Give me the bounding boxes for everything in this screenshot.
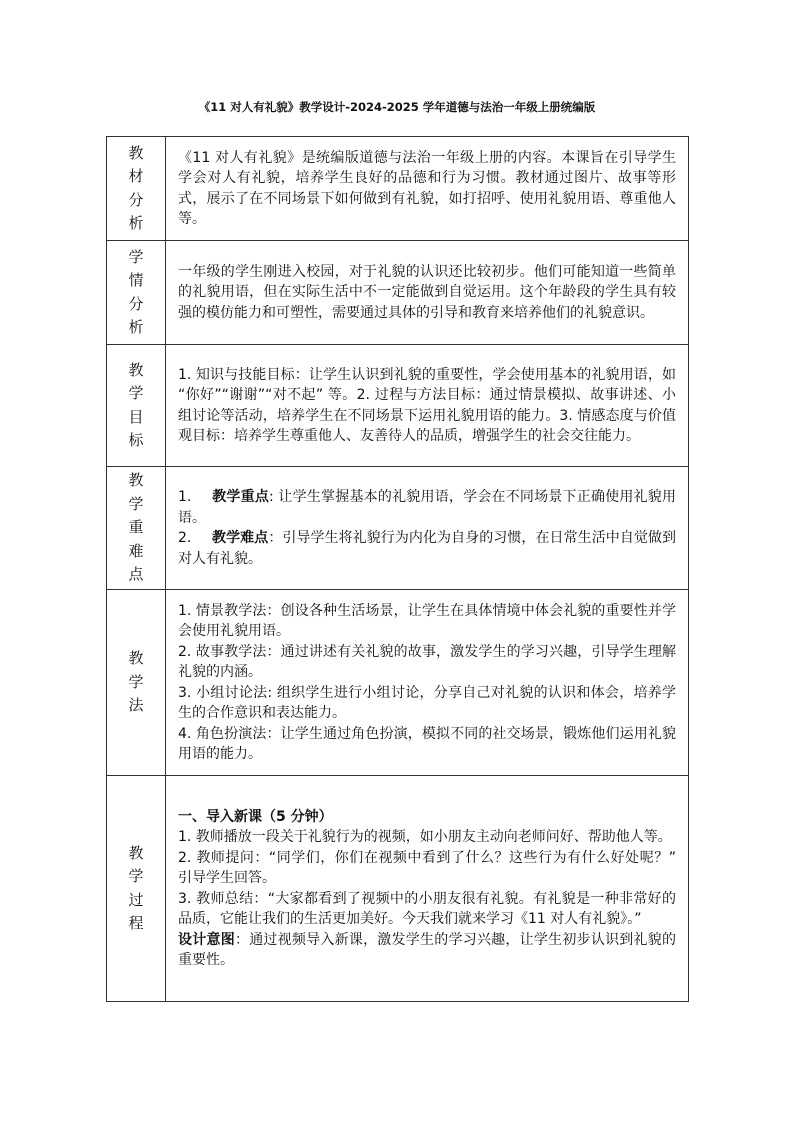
intent-label: 设计意图 (178, 931, 235, 948)
row-label-process (107, 776, 166, 1002)
table-row-process (107, 776, 689, 1002)
row-label-methods (107, 590, 166, 776)
row-content-students (166, 241, 689, 345)
row-label-students (107, 241, 166, 345)
bold-term: 教学难点 (212, 530, 269, 546)
paragraph: 1. 知识与技能目标：让学生认识到礼貌的重要性，学会使用基本的礼貌用语，如 “你好”“谢谢”“对不起” 等。2. 过程与方法目标：通过情景模拟、故事讲述、小组讨论等活动，培养学生在不同场景下运用礼貌用语的能力。3. 情感态度与价值观目标：培养学生尊重他人、友善待人的品质，增强学生的社会交往能力。 (178, 366, 676, 444)
paragraph: 《11 对人有礼貌》是统编版道德与法治一年级上册的内容。本课旨在引导学生学会对人有礼貌，培养学生良好的品德和行为习惯。教材通过图片、故事等形式，展示了在不同场景下如何做到有礼貌，如打招呼、使用礼貌用语、尊重他人等。 (178, 149, 676, 227)
bold-term: 教学重点 (212, 489, 270, 505)
focus-item-2 (178, 528, 676, 569)
row-label-goals (107, 345, 166, 467)
list-item: 4. 角色扮演法：让学生通过角色扮演，模拟不同的社交场景，锻炼他们运用礼貌用语的能力。 (178, 725, 676, 762)
list-item: 1. 情景教学法：创设各种生活场景，让学生在具体情境中体会礼貌的重要性并学会使用礼貌用语。 (178, 602, 676, 639)
intent-text: ：通过视频导入新课，激发学生的学习兴趣，让学生初步认识到礼貌的重要性。 (178, 931, 677, 968)
list-item: 2. 故事教学法：通过讲述有关礼貌的故事，激发学生的学习兴趣，引导学生理解礼貌的内涵。 (178, 643, 676, 680)
label-text: 学情分析 (128, 247, 144, 336)
row-content-focus (166, 467, 689, 590)
document-title: 《11 对人有礼貌》教学设计-2024-2025 学年道德与法治一年级上册统编版 (198, 100, 596, 114)
lesson-plan-table (106, 136, 689, 1002)
section-heading: 一、导入新课（5 分钟） (178, 808, 333, 825)
row-content-methods (166, 590, 689, 776)
label-text: 教学法 (128, 649, 144, 715)
list-item: 3. 小组讨论法: 组织学生进行小组讨论，分享自己对礼貌的认识和体会，培养学生的合作意识和表达能力。 (178, 684, 676, 721)
item-number: 1. (178, 489, 192, 505)
row-content-materials (166, 137, 689, 241)
label-text: 教学目标 (128, 360, 144, 449)
paragraph: 一年级的学生刚进入校园，对于礼貌的认识还比较初步。他们可能知道一些简单的礼貌用语，但在实际生活中不一定能做到自觉运用。这个年龄段的学生具有较强的模仿能力和可塑性，需要通过具体的引导和教育来培养他们的礼貌意识。 (178, 263, 676, 321)
item-text: ：引导学生将礼貌行为内化为自身的习惯，在日常生活中自觉做到对人有礼貌。 (178, 530, 677, 567)
focus-item-1 (178, 487, 676, 528)
design-intent (178, 930, 676, 971)
table-row-goals (107, 345, 689, 467)
item-number: 2. (178, 530, 192, 546)
item-text: : 让学生掌握基本的礼貌用语，学会在不同场景下正确使用礼貌用语。 (178, 489, 677, 526)
table-row-focus (107, 467, 689, 590)
row-label-materials (107, 137, 166, 241)
table-row-methods (107, 590, 689, 776)
list-item: 3. 教师总结：“大家都看到了视频中的小朋友很有礼貌。有礼貌是一种非常好的品质，它能让我们的生活更加美好。今天我们就来学习《11 对人有礼貌》。” (178, 890, 676, 927)
label-text: 教材分析 (128, 143, 144, 232)
table-row-materials (107, 137, 689, 241)
row-content-goals (166, 345, 689, 467)
label-text: 教学重难点 (128, 471, 144, 584)
table-row-students (107, 241, 689, 345)
row-content-process (166, 776, 689, 1002)
list-item: 2. 教师提问：“同学们，你们在视频中看到了什么？这些行为有什么好处呢？” 引导学生回答。 (178, 849, 676, 886)
label-text: 教学过程 (128, 843, 144, 932)
list-item: 1. 教师播放一段关于礼貌行为的视频，如小朋友主动向老师问好、帮助他人等。 (178, 829, 672, 845)
row-label-focus (107, 467, 166, 590)
